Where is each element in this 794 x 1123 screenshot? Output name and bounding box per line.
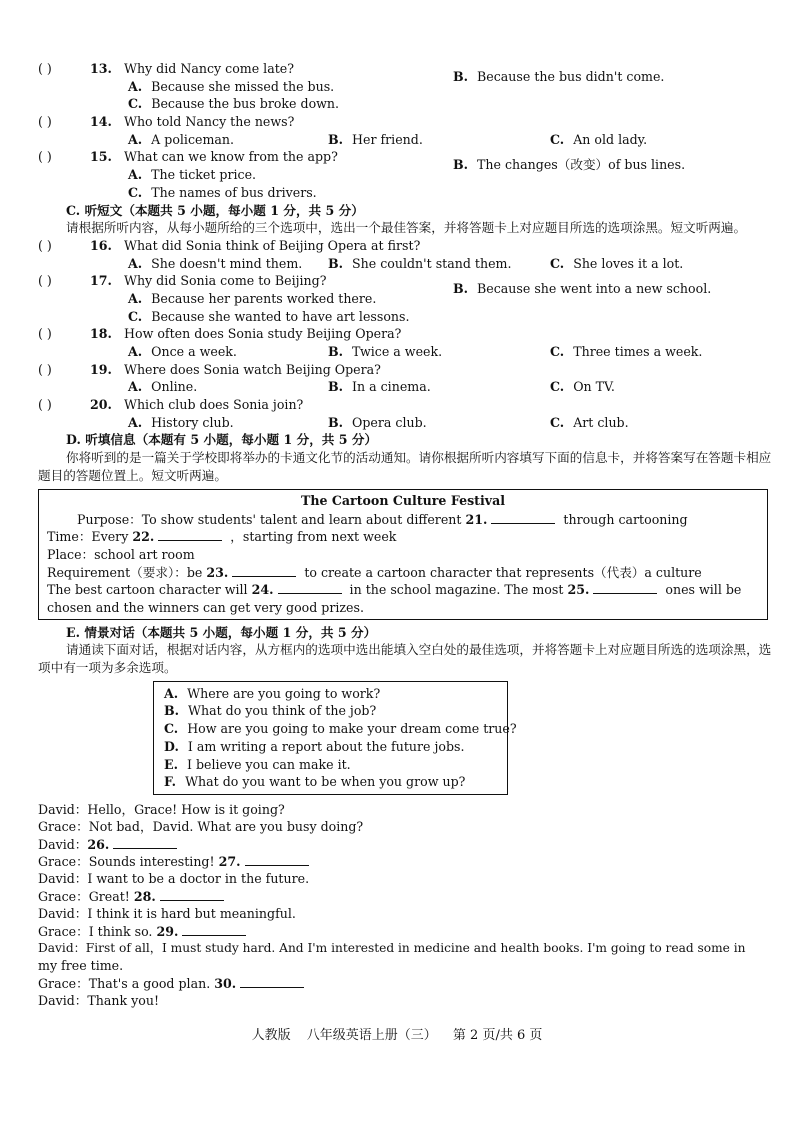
option-a: A. Because her parents worked there. — [128, 290, 377, 306]
blank-number-23: 23. — [206, 564, 229, 580]
blank-23[interactable] — [232, 564, 296, 577]
dialogue-line: Grace：Great! 28. — [38, 888, 774, 905]
purpose-text: Purpose：To show students' talent and learn about different — [77, 511, 462, 527]
option-b: B. Her friend. — [328, 131, 423, 147]
option-a: A. Because she missed the bus. — [128, 78, 335, 94]
question-18-options — [38, 343, 774, 361]
option-c: C. She loves it a lot. — [550, 255, 684, 271]
question-number: 20. — [90, 397, 112, 413]
option-c: C. The names of bus drivers. — [128, 184, 317, 200]
question-13-options — [38, 78, 774, 96]
requirement-text: Requirement（要求）：be — [47, 564, 203, 580]
dialogue-line: David：Hello，Grace! How is it going? — [38, 801, 285, 817]
option-a: A. Once a week. — [128, 344, 237, 360]
blank-28[interactable] — [160, 888, 224, 901]
question-stem: What did Sonia think of Beijing Opera at first? — [124, 237, 421, 253]
answer-paren[interactable]: ( ) — [38, 61, 52, 76]
question-17-options-2 — [38, 308, 774, 326]
option-b: B. Opera club. — [328, 414, 427, 430]
time-text: Time：Every — [47, 529, 129, 545]
best-text-end: ones will be — [665, 582, 742, 598]
info-card-prizes: chosen and the winners can get very good prizes. — [47, 599, 364, 615]
dialogue-line: my free time. — [38, 958, 124, 974]
blank-21[interactable] — [491, 511, 555, 524]
answer-paren[interactable]: ( ) — [38, 397, 52, 413]
section-e-title: E. 情景对话（本题共 5 小题，每小题 1 分，共 5 分） — [66, 624, 377, 640]
answer-paren[interactable]: ( ) — [38, 237, 52, 253]
option-item: A. Where are you going to work? — [164, 685, 381, 701]
dialogue-line: David：First of all，I must study hard. And I'm interested in medicine and health books. I'm going to read some in — [38, 941, 746, 956]
dialogue-line: Grace：That's a good plan. 30. — [38, 975, 774, 992]
dialogue-line: David：I want to be a doctor in the future. — [38, 871, 310, 887]
option-c: C. An old lady. — [550, 131, 648, 147]
time-text-end: ，starting from next week — [230, 529, 397, 545]
option-item: C. How are you going to make your dream come true? — [164, 721, 517, 737]
info-card-place: Place：school art room — [47, 546, 195, 562]
option-a: A. History club. — [128, 414, 234, 430]
question-stem: Why did Sonia come to Beijing? — [124, 273, 327, 289]
blank-29[interactable] — [182, 923, 246, 936]
question-15-options — [38, 166, 774, 184]
option-a: A. A policeman. — [128, 131, 235, 147]
question-17 — [38, 272, 774, 297]
option-c: C. Three times a week. — [550, 344, 703, 360]
question-number: 18. — [90, 326, 112, 342]
blank-30[interactable] — [240, 975, 304, 988]
options-box — [153, 681, 517, 795]
answer-paren[interactable]: ( ) — [38, 326, 52, 342]
blank-24[interactable] — [278, 581, 342, 594]
section-d-instructions: 你将听到的是一篇关于学校即将举办的卡通文化节的活动通知。请你根据所听内容填写下面的信息卡，并将答案写在答题卡相应题目的答题位置上。短文听两遍。 — [38, 450, 772, 483]
option-c: C. On TV. — [550, 379, 615, 395]
info-card — [38, 489, 768, 620]
question-18 — [38, 325, 774, 343]
question-15-options-2 — [38, 184, 774, 202]
info-card-best — [47, 581, 759, 599]
question-number: 14. — [90, 114, 112, 130]
question-stem: Why did Nancy come late? — [124, 61, 294, 76]
question-19 — [38, 361, 774, 379]
option-b: B. Because the bus didn't come. — [453, 69, 665, 84]
dialogue-line: Grace：I think so. 29. — [38, 923, 774, 940]
option-a: A. She doesn't mind them. — [128, 255, 303, 271]
question-14-options — [38, 131, 774, 149]
blank-number-25: 25. — [567, 582, 590, 598]
section-c-title: C. 听短文（本题共 5 小题，每小题 1 分，共 5 分） — [66, 202, 364, 218]
best-text: The best cartoon character will — [47, 582, 248, 598]
info-card-title: The Cartoon Culture Festival — [300, 492, 506, 508]
option-b: B. Twice a week. — [328, 344, 443, 360]
question-20 — [38, 396, 774, 414]
footer-page-number: 第 2 页/共 6 页 — [452, 1028, 543, 1043]
question-number: 13. — [90, 61, 112, 76]
dialogue-line: David：Thank you! — [38, 993, 160, 1009]
section-c-instructions: 请根据所听内容，从每小题所给的三个选项中，选出一个最佳答案，并将答题卡上对应题目所选的选项涂黑。短文听两遍。 — [66, 220, 747, 236]
blank-25[interactable] — [593, 581, 657, 594]
question-15 — [38, 148, 774, 173]
question-stem: Where does Sonia watch Beijing Opera? — [124, 361, 381, 377]
question-16-options — [38, 255, 774, 273]
answer-paren[interactable]: ( ) — [38, 361, 52, 377]
question-number: 17. — [90, 273, 112, 289]
blank-number-24: 24. — [251, 582, 274, 598]
option-item: D. I am writing a report about the future jobs. — [164, 738, 465, 754]
question-13 — [38, 60, 774, 84]
option-item: E. I believe you can make it. — [164, 756, 351, 772]
option-b: B. Because she went into a new school. — [453, 281, 712, 297]
best-text-mid: in the school magazine. The most — [349, 582, 564, 598]
answer-paren[interactable]: ( ) — [38, 149, 52, 165]
question-number: 16. — [90, 237, 112, 253]
footer-edition: 人教版 — [251, 1028, 291, 1043]
footer-book: 八年级英语上册（三） — [306, 1028, 437, 1043]
info-card-time — [47, 528, 759, 546]
question-stem: How often does Sonia study Beijing Opera? — [124, 326, 402, 342]
answer-paren[interactable]: ( ) — [38, 114, 52, 130]
section-e-instructions: 请通读下面对话，根据对话内容，从方框内的选项中选出能填入空白处的最佳选项，并将答题卡上对应题目所选的选项涂黑，选项中有一项为多余选项。 — [38, 642, 772, 676]
question-13-options-2 — [38, 95, 774, 113]
info-card-purpose — [47, 511, 759, 529]
question-stem: Which club does Sonia join? — [124, 397, 304, 413]
question-14 — [38, 113, 774, 131]
blank-27[interactable] — [245, 853, 309, 866]
option-b: B. She couldn't stand them. — [328, 255, 512, 271]
section-d-title: D. 听填信息（本题有 5 小题，每小题 1 分，共 5 分） — [66, 432, 378, 448]
dialogue — [38, 801, 774, 1010]
question-20-options — [38, 414, 774, 432]
dialogue-line: David：I think it is hard but meaningful. — [38, 906, 296, 922]
blank-number-22: 22. — [132, 529, 155, 545]
question-16 — [38, 237, 774, 255]
blank-26[interactable] — [113, 836, 177, 849]
option-a: A. Online. — [128, 379, 198, 395]
dialogue-line: Grace：Sounds interesting! 27. — [38, 853, 774, 870]
question-17-options — [38, 290, 774, 308]
dialogue-line: David：26. — [38, 836, 774, 853]
question-19-options — [38, 378, 774, 396]
dialogue-line: Grace：Not bad，David. What are you busy doing? — [38, 819, 364, 835]
option-c: C. Because she wanted to have art lessons. — [128, 308, 410, 324]
option-item: B. What do you think of the job? — [164, 703, 377, 719]
option-b: B. The changes（改变）of bus lines. — [453, 157, 686, 173]
question-number: 19. — [90, 361, 112, 377]
question-number: 15. — [90, 149, 112, 165]
blank-number-21: 21. — [465, 511, 488, 527]
info-card-requirement — [47, 564, 759, 582]
answer-paren[interactable]: ( ) — [38, 273, 52, 289]
option-c: C. Because the bus broke down. — [128, 96, 340, 112]
question-stem: Who told Nancy the news? — [124, 114, 295, 130]
purpose-text-end: through cartooning — [563, 511, 688, 527]
page-footer — [0, 1027, 794, 1045]
question-stem: What can we know from the app? — [124, 149, 338, 165]
option-b: B. In a cinema. — [328, 379, 431, 395]
option-a: A. The ticket price. — [128, 167, 257, 183]
blank-22[interactable] — [158, 528, 222, 541]
requirement-text-end: to create a cartoon character that represents（代表）a culture — [304, 564, 702, 580]
option-item: F. What do you want to be when you grow up? — [164, 774, 466, 790]
option-c: C. Art club. — [550, 414, 629, 430]
